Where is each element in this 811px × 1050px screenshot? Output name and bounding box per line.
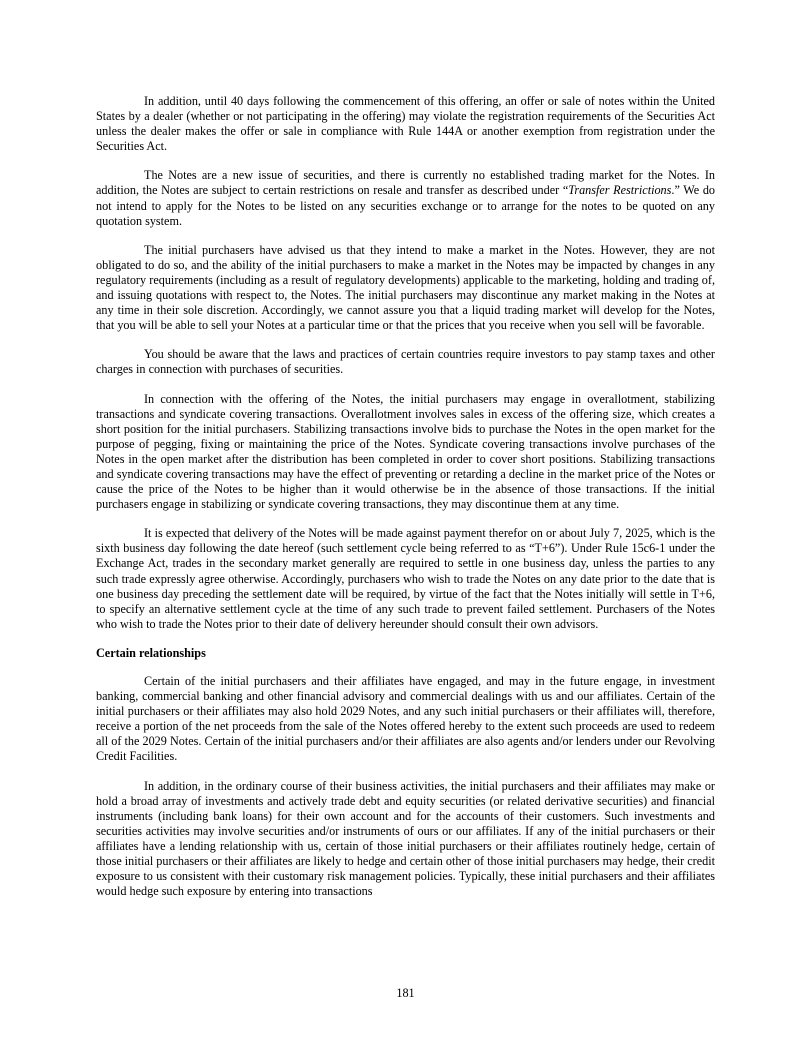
paragraph-offering-restriction: In addition, until 40 days following the commencement of this offering, an offer or sale of notes within the United States by a dealer (whether or not participating in the offering) may violate the registration requirements of the Securities Act unless the dealer makes the offer or sale in compliance with Rule 144A or another exemption from registration under the Securities Act.: [96, 94, 715, 154]
paragraph-trading-market: [96, 168, 715, 228]
paragraph-text: The Notes are a new issue of securities, and there is currently no established trading market for the Notes. In addition, the Notes are subject to certain restrictions on resale and transfer as described under “: [96, 168, 715, 198]
paragraph-stabilization: In connection with the offering of the Notes, the initial purchasers may engage in overallotment, stabilizing transactions and syndicate covering transactions. Overallotment involves sales in excess of the offering size, which creates a short position for the initial purchasers. Stabilizing transactions involve bids to purchase the Notes in the open market for the purpose of pegging, fixing or maintaining the price of the Notes. Syndicate covering transactions involve purchases of the Notes in the open market after the distribution has been completed in order to cover short positions. Stabilizing transactions and syndicate covering transactions may have the effect of preventing or retarding a decline in the market price of the Notes or cause the price of the Notes to be higher than it would otherwise be in the absence of those transactions. If the initial purchasers engage in stabilizing or syndicate covering transactions, they may discontinue them at any time.: [96, 391, 715, 512]
paragraph-market-making: The initial purchasers have advised us that they intend to make a market in the Notes. However, they are not obligated to do so, and the ability of the initial purchasers to make a market in the Notes may be impacted by changes in any regulatory requirements (including as a result of regulatory developments) applicable to the marketing, holding and trading of, and issuing quotations with respect to, the Notes. The initial purchasers may discontinue any market making in the Notes at any time in their sole discretion. Accordingly, we cannot assure you that a liquid trading market will develop for the Notes, that you will be able to sell your Notes at a particular time or that the prices that you receive when you sell will be favorable.: [96, 242, 715, 333]
paragraph-stamp-taxes: You should be aware that the laws and practices of certain countries require investors to pay stamp taxes and other charges in connection with purchases of securities.: [96, 347, 715, 377]
document-page: [96, 94, 715, 913]
paragraph-hedging: In addition, in the ordinary course of their business activities, the initial purchasers and their affiliates may make or hold a broad array of investments and actively trade debt and equity securities (or related derivative securities) and financial instruments (including bank loans) for their own account and for the accounts of their customers. Such investments and securities activities may involve securities and/or instruments of ours or our affiliates. If any of the initial purchasers or their affiliates have a lending relationship with us, certain of those initial purchasers or their affiliates routinely hedge, certain of those initial purchasers or their affiliates are likely to hedge and certain other of those initial purchasers may hedge, their credit exposure to us consistent with their customary risk management policies. Typically, these initial purchasers and their affiliates would hedge such exposure by entering into transactions: [96, 778, 715, 899]
paragraph-settlement: It is expected that delivery of the Notes will be made against payment therefor on or about July 7, 2025, which is the sixth business day following the date hereof (such settlement cycle being referred to as “T+6”). Under Rule 15c6-1 under the Exchange Act, trades in the secondary market generally are required to settle in one business day, unless the parties to any such trade expressly agree otherwise. Accordingly, purchasers who wish to trade the Notes on any date prior to the date that is one business day preceding the settlement date will be required, by virtue of the fact that the Notes initially will settle in T+6, to specify an alternative settlement cycle at the time of any such trade to prevent failed settlement. Purchasers of the Notes who wish to trade the Notes prior to their date of delivery hereunder should consult their own advisors.: [96, 526, 715, 631]
page-number: 181: [396, 986, 415, 1000]
paragraph-text: .” We do not intend to apply for the Notes to be listed on any securities exchange or to arrange for the notes to be quoted on any quotation system.: [96, 183, 716, 228]
paragraph-relationships: Certain of the initial purchasers and their affiliates have engaged, and may in the future engage, in investment banking, commercial banking and other financial advisory and commercial dealings with us and our affiliates. Certain of the initial purchasers or their affiliates may also hold 2029 Notes, and any such initial purchasers or their affiliates will, therefore, receive a portion of the net proceeds from the sale of the Notes offered hereby to the extent such proceeds are used to redeem all of the 2029 Notes. Certain of the initial purchasers and/or their affiliates are also agents and/or lenders under our Revolving Credit Facilities.: [96, 674, 715, 764]
transfer-restrictions-reference: Transfer Restrictions: [568, 183, 672, 198]
section-heading-certain-relationships: Certain relationships: [96, 645, 206, 660]
